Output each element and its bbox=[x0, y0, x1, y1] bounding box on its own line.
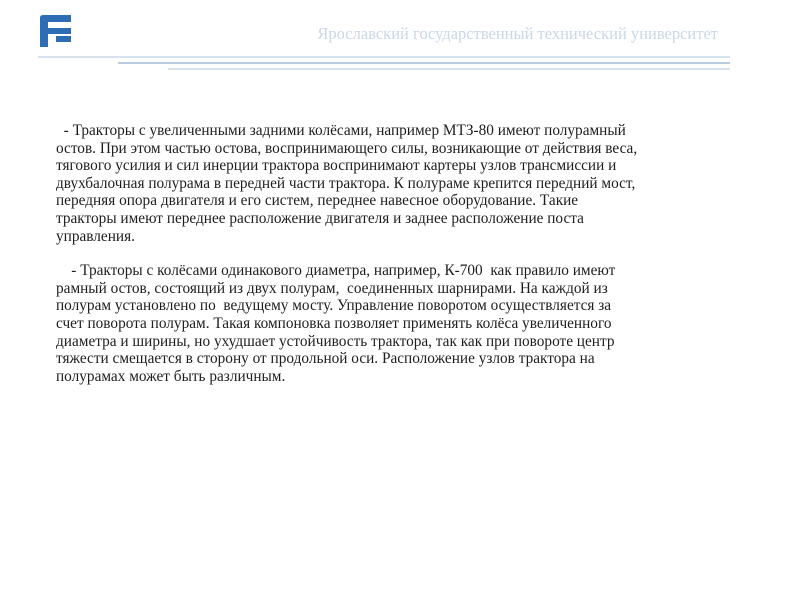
text-line: передняя опора двигателя и его систем, переднее навесное оборудование. Такие bbox=[56, 192, 579, 210]
header-title: Ярославский государственный технический университет bbox=[317, 24, 718, 43]
paragraph-spacer bbox=[56, 245, 742, 262]
text-line: управления. bbox=[56, 227, 135, 245]
text-line: тяжести смещается в сторону от продольной оси. Расположение узлов трактора на bbox=[56, 350, 595, 368]
text-line: тягового усилия и сил инерции трактора воспринимают картеры узлов трансмиссии и bbox=[56, 157, 617, 175]
text-line: полурамах может быть различным. bbox=[56, 367, 286, 385]
text-line: счет поворота полурам. Такая компоновка позволяет применять колёса увеличенного bbox=[56, 314, 612, 332]
text-line: - Тракторы с колёсами одинакового диаметра, например, К-700 как правило имеют bbox=[56, 262, 616, 280]
header-divider-middle bbox=[118, 62, 730, 64]
body-text bbox=[56, 122, 742, 385]
university-logo-icon bbox=[38, 14, 72, 48]
paragraph-tractors-rear-wheels bbox=[56, 122, 742, 245]
header-divider-bottom bbox=[168, 68, 730, 70]
text-line: диаметра и ширины, но ухудшает устойчивость трактора, так как при повороте центр bbox=[56, 332, 615, 350]
text-line: тракторы имеют переднее расположение двигателя и заднее расположение поста bbox=[56, 209, 584, 227]
text-line: остов. При этом частью остова, воспринимающего силы, возникающие от действия веса, bbox=[56, 139, 638, 157]
paragraph-tractors-equal-wheels bbox=[56, 262, 742, 385]
text-line: рамный остов, состоящий из двух полурам, соединенных шарнирами. На каждой из bbox=[56, 279, 608, 297]
header-divider-top bbox=[38, 56, 730, 58]
text-line: двухбалочная полурама в передней части трактора. К полураме крепится передний мост, bbox=[56, 174, 636, 192]
text-line: полурам установлено по ведущему мосту. Управление поворотом осуществляется за bbox=[56, 297, 612, 315]
text-line: - Тракторы с увеличенными задними колёсами, например МТЗ-80 имеют полурамный bbox=[56, 122, 626, 139]
